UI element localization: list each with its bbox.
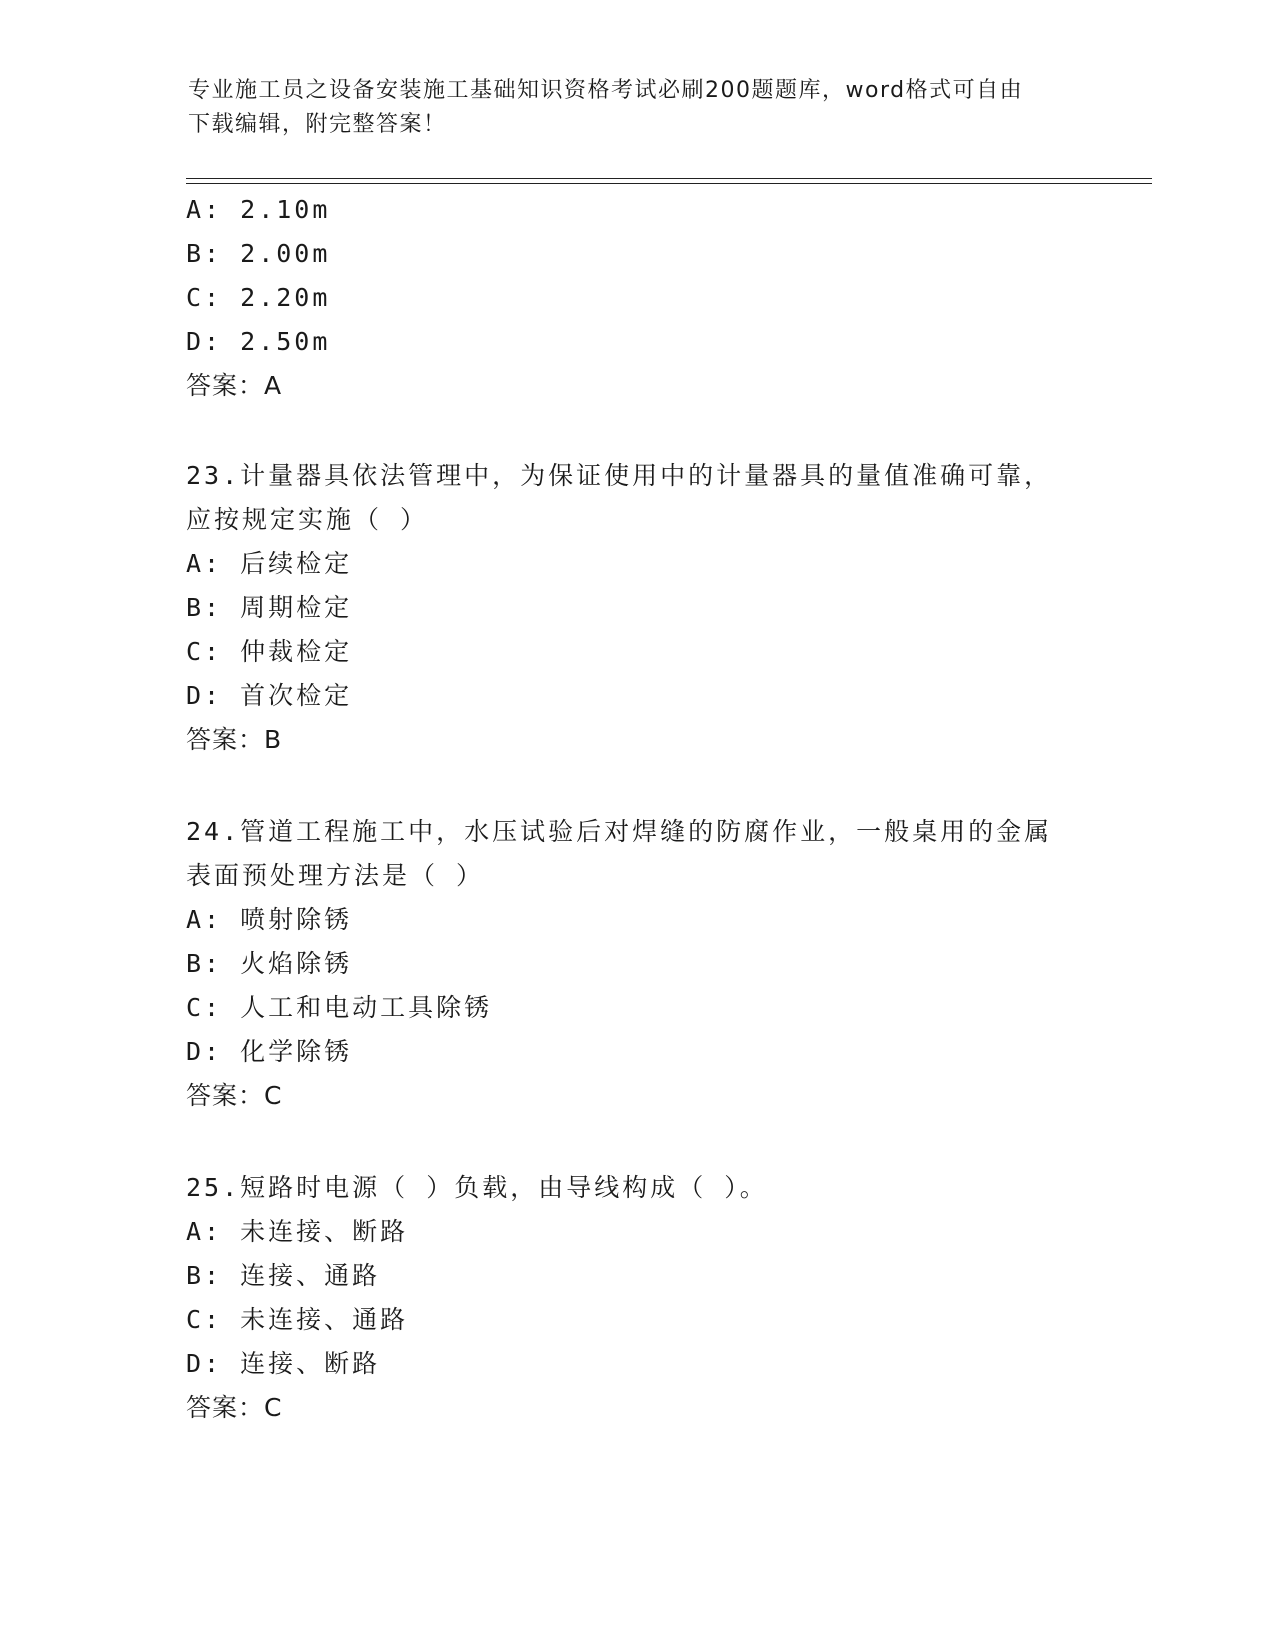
q24-stem-line-2: 表面预处理方法是（ ） xyxy=(186,861,485,890)
q24-option-c: C: 人工和电动工具除锈 xyxy=(186,993,493,1022)
q22-option-b: B: 2.00m xyxy=(186,239,331,268)
q23-option-a: A: 后续检定 xyxy=(186,549,353,578)
q25-answer: 答案：C xyxy=(186,1393,283,1422)
header-line-2: 下载编辑，附完整答案！ xyxy=(188,112,447,137)
q23-stem-line-2: 应按规定实施（ ） xyxy=(186,505,429,534)
header-divider-top xyxy=(186,178,1152,179)
q22-option-a: A: 2.10m xyxy=(186,195,331,224)
q25-option-b: B: 连接、通路 xyxy=(186,1261,381,1290)
q22-option-d: D: 2.50m xyxy=(186,327,331,356)
q23-option-b: B: 周期检定 xyxy=(186,593,353,622)
header-line-1: 专业施工员之设备安装施工基础知识资格考试必刷200题题库，word格式可自由 xyxy=(188,78,1024,103)
q23-option-c: C: 仲裁检定 xyxy=(186,637,353,666)
header-divider-bottom xyxy=(186,183,1152,184)
q23-answer: 答案：B xyxy=(186,725,283,754)
q23-stem-line-1: 23.计量器具依法管理中，为保证使用中的计量器具的量值准确可靠， xyxy=(186,461,1053,490)
q25-option-c: C: 未连接、通路 xyxy=(186,1305,409,1334)
q25-option-a: A: 未连接、断路 xyxy=(186,1217,409,1246)
q24-option-b: B: 火焰除锈 xyxy=(186,949,353,978)
q24-stem-line-1: 24.管道工程施工中，水压试验后对焊缝的防腐作业，一般桌用的金属 xyxy=(186,817,1053,846)
q25-option-d: D: 连接、断路 xyxy=(186,1349,381,1378)
q25-stem-line-1: 25.短路时电源（ ）负载，由导线构成（ ）。 xyxy=(186,1173,768,1202)
q23-option-d: D: 首次检定 xyxy=(186,681,353,710)
q22-answer: 答案：A xyxy=(186,371,283,400)
q22-option-c: C: 2.20m xyxy=(186,283,331,312)
q24-answer: 答案：C xyxy=(186,1081,283,1110)
q24-option-a: A: 喷射除锈 xyxy=(186,905,353,934)
q24-option-d: D: 化学除锈 xyxy=(186,1037,353,1066)
document-header xyxy=(188,74,1088,142)
